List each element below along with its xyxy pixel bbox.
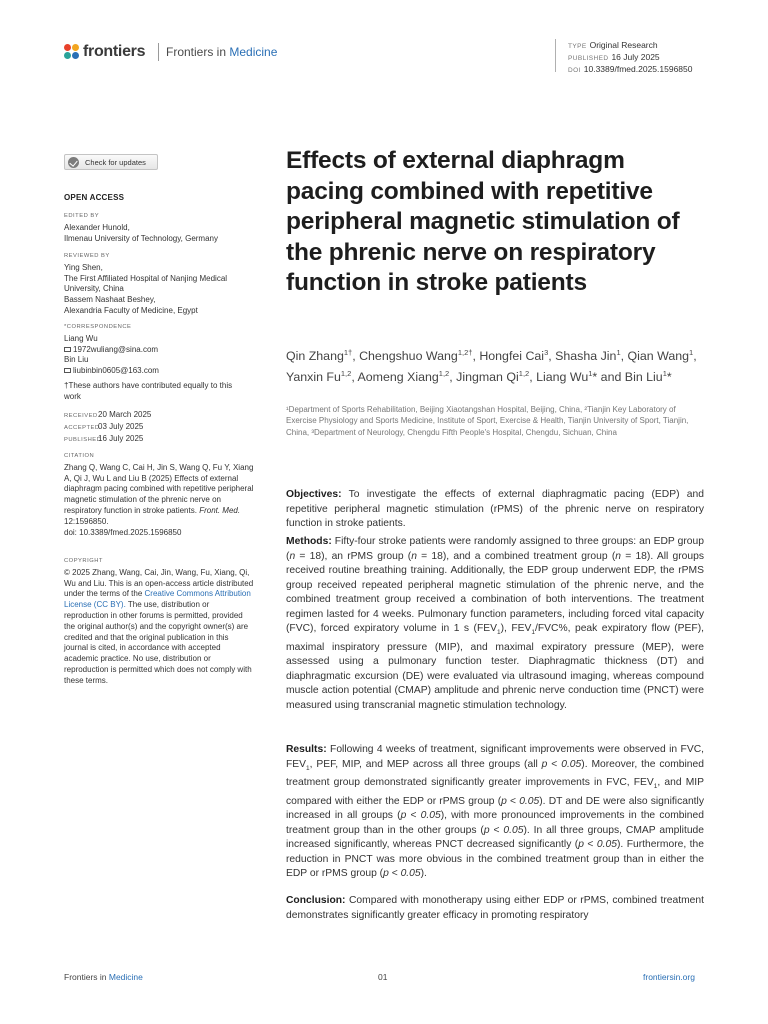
- publish-date: 16 July 2025: [611, 52, 660, 62]
- check-for-updates-button[interactable]: Check for updates: [64, 154, 158, 170]
- email-link[interactable]: 1972wuliang@sina.com: [73, 344, 159, 354]
- copyright-section: COPYRIGHT © 2025 Zhang, Wang, Cai, Jin, Wang, Fu, Xiang, Qi, Wu and Liu. This is an open-access article distributed under the terms of the Creative Commons Attribution License (CC BY). The use, distribution or reproduction in other forums is permitted, provided the original author(s) and the copyright owner(s) are credited and that the original publication in this journal is cited, in accordance with accepted academic practice. No use, distribution or reproduction is permitted which does not comply with these terms.: [64, 558, 254, 685]
- article-type: Original Research: [589, 40, 658, 50]
- mail-icon: [64, 368, 71, 373]
- check-icon: [68, 157, 79, 168]
- footer-site-link[interactable]: frontiersin.org: [643, 972, 695, 982]
- abstract-objectives: Objectives: To investigate the effects of external diaphragmatic pacing (EDP) and repetitive peripheral magnetic stimulation (rPMS) of the phrenic nerve on respiratory function in stroke patients.: [286, 489, 704, 529]
- article-title: Effects of external diaphragm pacing combined with repetitive peripheral magnetic stimulation of the phrenic nerve on respiratory function in stroke patients: [286, 147, 680, 297]
- citation-section: CITATION Zhang Q, Wang C, Cai H, Jin S, Wang Q, Fu Y, Xiang A, Qi J, Wu L and Liu B (2025) Effects of external diaphragm pacing combined with repetitive peripheral magnetic stimulation of the phrenic nerve on respiratory function in stroke patients. Front. Med. 12:1596850. doi: 10.3389/fmed.2025.1596850: [64, 453, 254, 537]
- abstract-methods: Methods: Fifty-four stroke patients were randomly assigned to three groups: an EDP group (n = 18), an rPMS group (n = 18), and a combined treatment group (n = 18). All groups received routine breathing training. Additionally, the EDP group underwent EDP, the rPMS group received repeated peripheral magnetic stimulation of the phrenic nerve, and the combined treatment group received a combination of both interventions. The treatment regimen lasted for 4 weeks. Pulmonary function parameters, including forced vital capacity (FVC), forced expiratory volume in 1 s $(FEV_1)$, $FEV_1/FVC\%$, peak expiratory flow (PEF), maximal inspiratory pressure (MIP), and maximal expiratory pressure (MEP), were assessed using a pulmonary function tester. Diaphragmatic thickness (DT) and diaphragmatic excursion (DE) were evaluated via ultrasound imaging, whereas compound muscle action potential (CMAP) amplitude and phrenic nerve conduction time (PNCT) were measured using transcranial magnetic stimulation technology.: [286, 536, 704, 711]
- reviewed-by-section: REVIEWED BY Ying Shen, The First Affiliated Hospital of Nanjing Medical University, China Bassem Nashaat Beshey, Alexandria Faculty of Medicine, Egypt: [64, 253, 228, 315]
- frontiers-logo[interactable]: [64, 42, 145, 62]
- dates-section: RECEIVED20 March 2025 ACCEPTED03 July 2025 PUBLISHED16 July 2025: [64, 410, 152, 443]
- affiliations: ¹Department of Sports Rehabilitation, Beijing Xiaotangshan Hospital, Beijing, China, ²Tianjin Key Laboratory of Exercise Physiology and Sports Medicine, Institute of Sport, Exercise & Health, Tianjin University of Sport, Tianjin, China, ³Department of Neurology, Chengdu Fifth People's Hospital, Chengdu, Sichuan, China: [286, 405, 689, 437]
- edited-by-section: EDITED BY Alexander Hunold, Ilmenau University of Technology, Germany: [64, 213, 218, 243]
- brand-name: frontiers: [83, 43, 146, 60]
- abstract-results: Results: Following 4 weeks of treatment, significant improvements were observed in FVC, $FEV_1$, PEF, MIP, and MEP across all three groups (all p < 0.05). Moreover, the combined treatment group demonstrated significantly greater improvements in FVC, $FEV_1$, and MIP compared with either the EDP or rPMS group (p < 0.05). DT and DE were also significantly increased in all groups (p < 0.05), with more pronounced improvements in the combined treatment group than in the other groups (p < 0.05). In all three groups, CMAP amplitude increased significantly, whereas PNCT decreased significantly (p < 0.05). Furthermore, the reduction in PNCT was more obvious in the combined treatment group than in either the EDP or rPMS group (p < 0.05).: [286, 744, 704, 880]
- doi-link[interactable]: 10.3389/fmed.2025.1596850: [583, 64, 693, 74]
- journal-name[interactable]: Frontiers in Medicine: [166, 45, 278, 59]
- license-link[interactable]: Creative Commons Attribution License (CC BY).: [64, 589, 251, 610]
- page-number: 01: [378, 972, 388, 982]
- author-list: Qin Zhang$^{1\dagger}$, Chengshuo Wang$^{1,2\dagger}$, Hongfei Cai$^3$, Shasha Jin$^1$, Qian Wang$^1$, Yanxin Fu$^{1,2}$, Aomeng Xiang$^{1,2}$, Jingman Qi$^{1,2}$, Liang Wu$^1$* and Bin Liu$^1$*: [286, 348, 697, 385]
- header-divider: [158, 43, 159, 61]
- meta-divider: [555, 39, 556, 72]
- mail-icon: [64, 347, 71, 352]
- article-meta: TYPE Original Research PUBLISHED 16 July 2025 DOI 10.3389/fmed.2025.1596850: [568, 40, 693, 74]
- correspondence-section: *CORRESPONDENCE Liang Wu 1972wuliang@sina.com Bin Liu liubinbin0605@163.com: [64, 324, 159, 376]
- footer-journal[interactable]: Frontiers in Medicine: [64, 972, 143, 982]
- frontiers-logo-icon: [64, 44, 80, 60]
- equal-contribution-note: †These authors have contributed equally to this work: [64, 381, 233, 401]
- open-access-label: OPEN ACCESS: [64, 193, 125, 202]
- abstract-conclusion: Conclusion: Compared with monotherapy using either EDP or rPMS, combined treatment demonstrates significantly greater efficacy in promoting respiratory: [286, 895, 704, 921]
- email-link[interactable]: liubinbin0605@163.com: [73, 366, 159, 376]
